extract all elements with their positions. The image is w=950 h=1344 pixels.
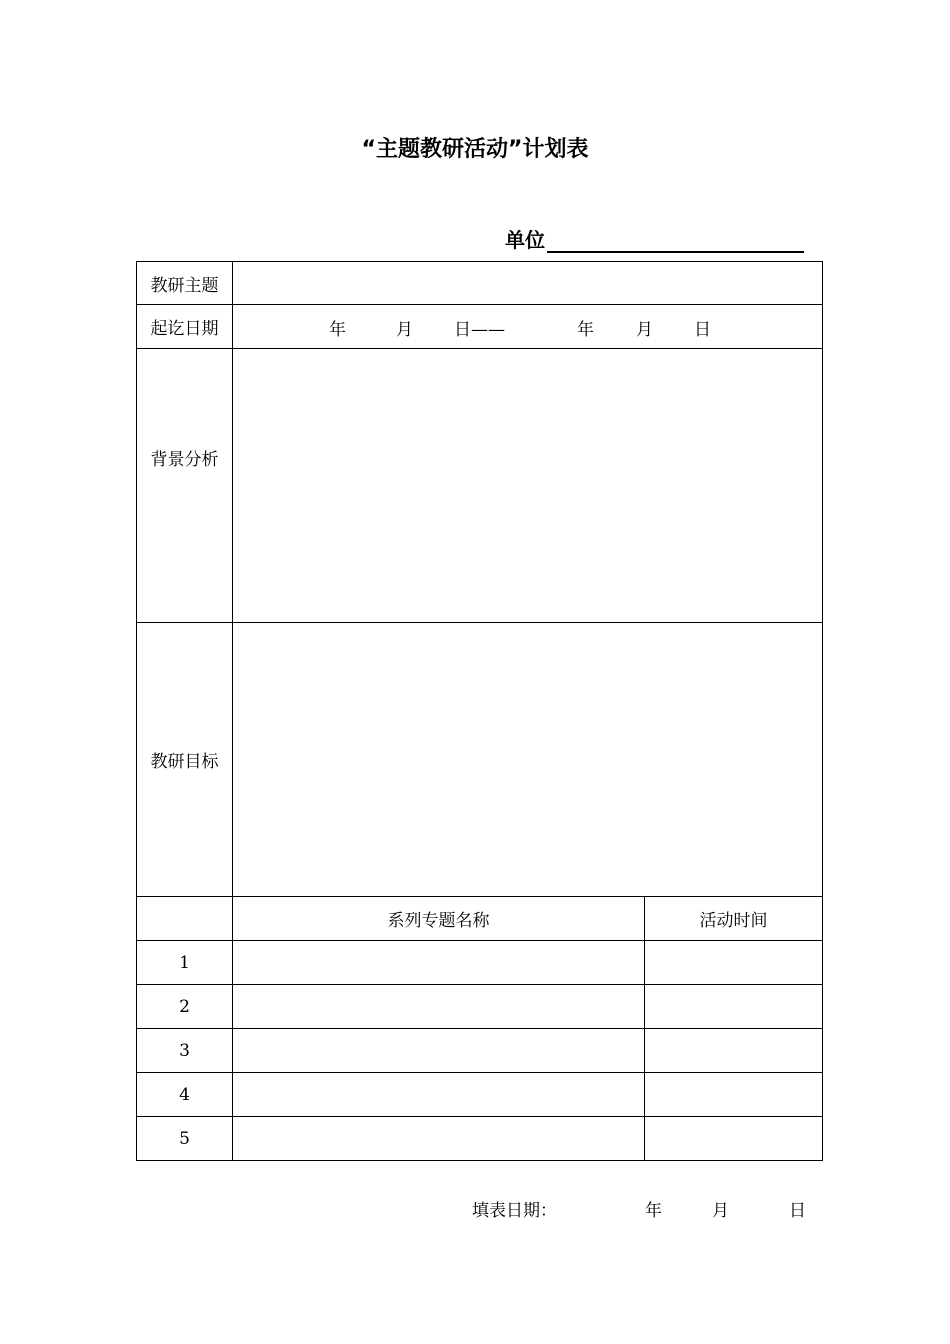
row-number: 1 [137,941,233,985]
series-name-cell[interactable] [233,1073,645,1117]
fill-month-label: 月 [712,1201,729,1221]
activity-time-header: 活动时间 [645,897,823,941]
series-header-row [137,897,823,941]
topic-input-cell[interactable] [233,262,823,305]
topic-label: 教研主题 [137,262,233,305]
row-number: 4 [137,1073,233,1117]
unit-blank-line[interactable] [547,229,804,253]
activity-time-cell[interactable] [645,1029,823,1073]
start-month-label: 月 [396,320,413,340]
end-month-label: 月 [636,320,653,340]
end-day-label: 日 [694,320,711,340]
background-label: 背景分析 [137,349,233,623]
row-number: 5 [137,1117,233,1161]
table-row [137,1073,823,1117]
table-row [137,1029,823,1073]
start-day-label: 日—— [454,320,505,340]
page-title: “主题教研活动”计划表 [361,137,589,162]
goal-label: 教研目标 [137,623,233,897]
activity-time-cell[interactable] [645,985,823,1029]
row-number: 2 [137,985,233,1029]
goal-row [137,623,823,897]
series-name-header: 系列专题名称 [233,897,645,941]
fill-year-label: 年 [645,1201,662,1221]
series-name-cell[interactable] [233,941,645,985]
table-row [137,941,823,985]
topic-row [137,262,823,305]
plan-form-table [136,261,823,1161]
end-year-label: 年 [577,320,594,340]
activity-time-cell[interactable] [645,941,823,985]
table-row [137,985,823,1029]
unit-field [505,224,804,253]
date-label: 起讫日期 [137,305,233,349]
date-row [137,305,823,349]
goal-input-cell[interactable] [233,623,823,897]
unit-label: 单位 [505,228,545,252]
activity-time-cell[interactable] [645,1073,823,1117]
fill-date-label: 填表日期： [472,1201,557,1221]
series-name-cell[interactable] [233,1029,645,1073]
series-name-cell[interactable] [233,985,645,1029]
row-number: 3 [137,1029,233,1073]
table-row [137,1117,823,1161]
activity-time-cell[interactable] [645,1117,823,1161]
date-input-cell[interactable] [233,305,823,349]
fill-day-label: 日 [789,1201,806,1221]
start-year-label: 年 [329,320,346,340]
background-row [137,349,823,623]
series-name-cell[interactable] [233,1117,645,1161]
background-input-cell[interactable] [233,349,823,623]
series-header-blank [137,897,233,941]
